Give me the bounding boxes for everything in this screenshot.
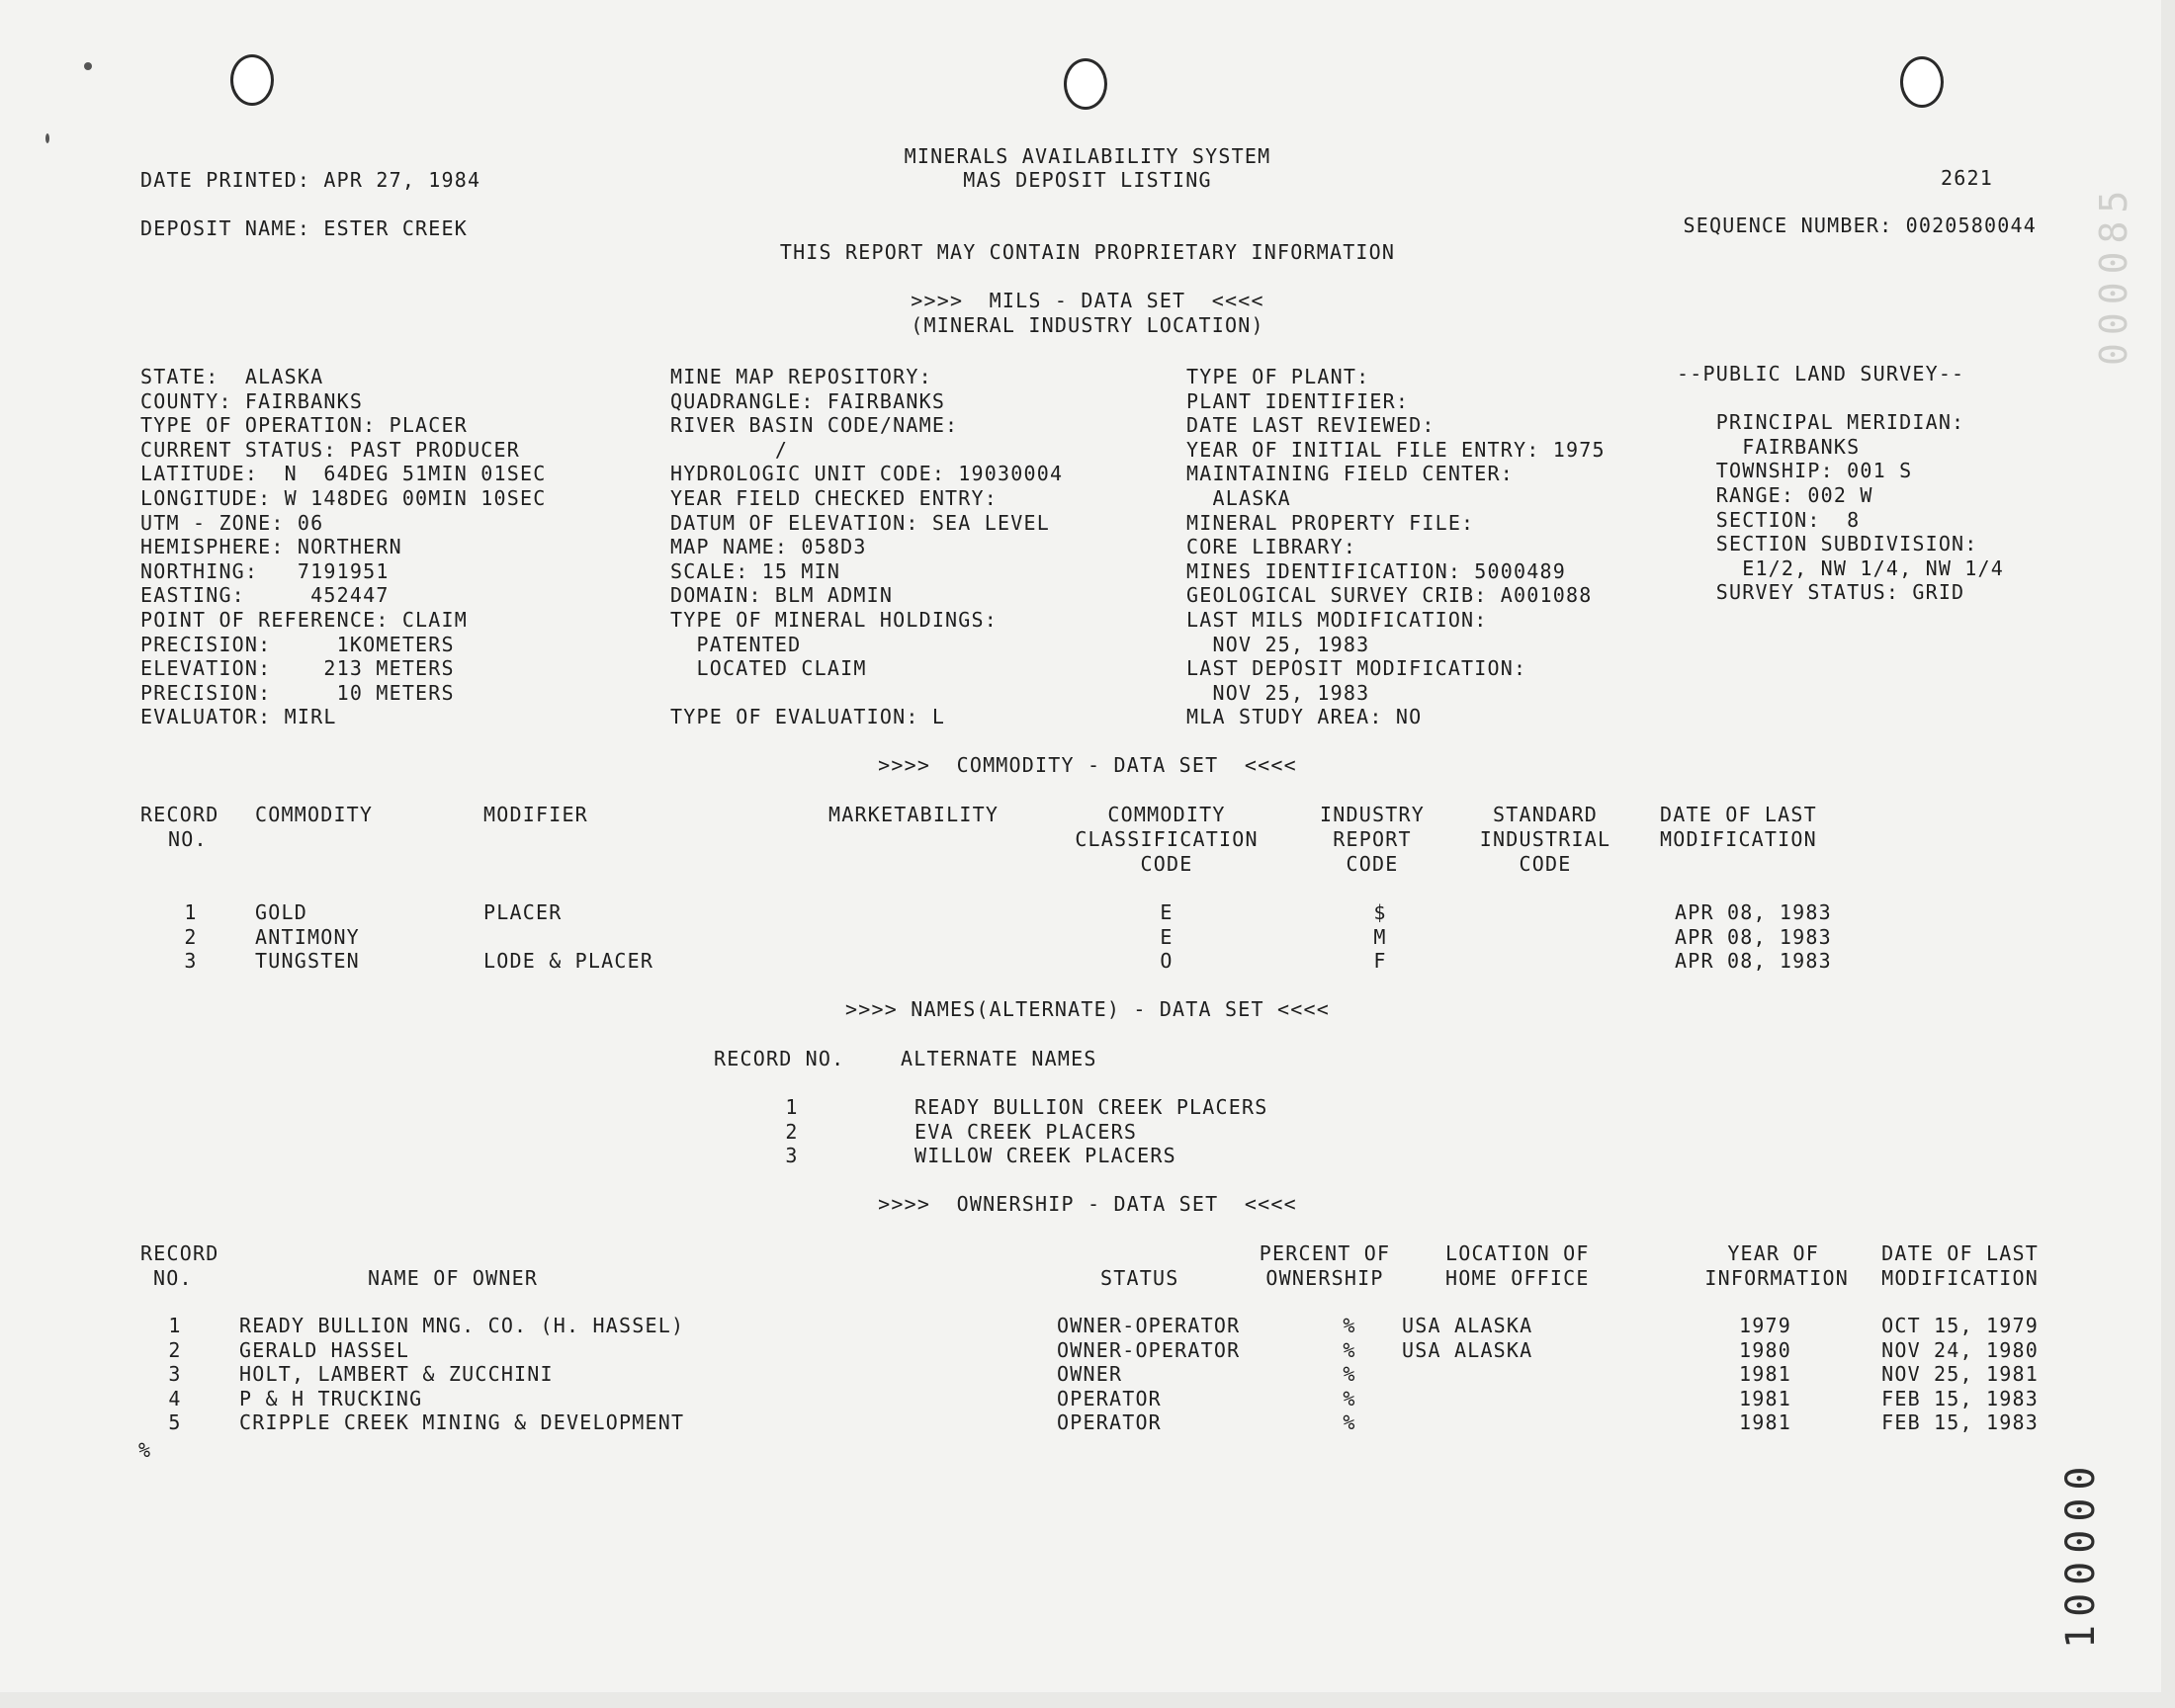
- mils-plant-field: MLA STUDY AREA: NO: [1186, 705, 1423, 728]
- commodity-header-industry: INDUSTRY: [1320, 803, 1425, 826]
- ownership-modification-date: NOV 24, 1980: [1881, 1338, 2039, 1362]
- mils-location-field: ELEVATION: 213 METERS: [140, 656, 455, 680]
- mils-mapping-field: HYDROLOGIC UNIT CODE: 19030004: [670, 462, 1064, 485]
- proprietary-notice: THIS REPORT MAY CONTAIN PROPRIETARY INFORMATION: [779, 240, 1396, 264]
- commodity-header-standard: INDUSTRIAL: [1479, 827, 1611, 851]
- ownership-header-location: HOME OFFICE: [1445, 1266, 1590, 1290]
- mils-plant-field: YEAR OF INITIAL FILE ENTRY: 1975: [1186, 438, 1606, 462]
- mils-land-survey-field: TOWNSHIP: 001 S: [1677, 459, 1913, 482]
- punch-hole-left: [230, 54, 274, 106]
- commodity-record-no: 1: [184, 900, 198, 924]
- commodity-header-standard: STANDARD: [1493, 803, 1598, 826]
- mils-mapping-field: QUADRANGLE: FAIRBANKS: [670, 389, 946, 413]
- ownership-header-owner: NAME OF OWNER: [368, 1266, 539, 1290]
- mils-land-survey-field: RANGE: 002 W: [1677, 483, 1873, 507]
- commodity-header-industry: CODE: [1346, 852, 1399, 876]
- ownership-header-date: MODIFICATION: [1881, 1266, 2039, 1290]
- ownership-header-percent: PERCENT OF: [1259, 1241, 1391, 1265]
- mils-location-field: PRECISION: 1KOMETERS: [140, 633, 455, 656]
- home-office-location: USA ALASKA: [1402, 1314, 1533, 1337]
- mils-location-field: LATITUDE: N 64DEG 51MIN 01SEC: [140, 462, 547, 485]
- ownership-record-no: 4: [168, 1387, 182, 1410]
- owner-status: OPERATOR: [1057, 1410, 1162, 1434]
- commodity-header-standard: CODE: [1519, 852, 1572, 876]
- commodity-header-classification: CLASSIFICATION: [1075, 827, 1259, 851]
- mils-title: >>>> MILS - DATA SET <<<<: [911, 289, 1264, 312]
- mils-mapping-field: RIVER BASIN CODE/NAME:: [670, 413, 959, 437]
- commodity-classification-code: E: [1160, 900, 1174, 924]
- commodity-header-date: DATE OF LAST: [1660, 803, 1817, 826]
- commodity-name: TUNGSTEN: [255, 949, 360, 973]
- footer-mark: %: [138, 1438, 152, 1462]
- mils-location-field: EASTING: 452447: [140, 583, 390, 607]
- mils-plant-field: CORE LIBRARY:: [1186, 535, 1357, 558]
- commodity-modifier: PLACER: [483, 900, 563, 924]
- mils-land-survey-field: E1/2, NW 1/4, NW 1/4: [1677, 556, 2005, 580]
- bates-stamp-faint: 000085: [2092, 182, 2135, 366]
- mils-land-survey-field: SURVEY STATUS: GRID: [1677, 580, 1965, 604]
- bates-stamp: 100000: [2058, 1458, 2104, 1649]
- ownership-header-record: RECORD: [140, 1241, 219, 1265]
- alternate-name: WILLOW CREEK PLACERS: [914, 1144, 1176, 1167]
- commodity-modifier: LODE & PLACER: [483, 949, 654, 973]
- commodity-header-commodity: COMMODITY: [255, 803, 374, 826]
- ownership-header-record-no: NO.: [153, 1266, 193, 1290]
- ownership-percent: %: [1343, 1362, 1356, 1386]
- commodity-modification-date: APR 08, 1983: [1675, 949, 1832, 973]
- ownership-record-no: 1: [168, 1314, 182, 1337]
- paper-speck: [84, 62, 92, 70]
- mils-mapping-field: SCALE: 15 MIN: [670, 559, 841, 583]
- commodity-header-date: MODIFICATION: [1660, 827, 1817, 851]
- mils-location-field: POINT OF REFERENCE: CLAIM: [140, 608, 469, 632]
- mils-plant-field: LAST DEPOSIT MODIFICATION:: [1186, 656, 1527, 680]
- mils-land-survey-field: --PUBLIC LAND SURVEY--: [1677, 362, 1965, 385]
- ownership-header-year: INFORMATION: [1704, 1266, 1849, 1290]
- commodity-industry-code: F: [1373, 949, 1387, 973]
- owner-name: CRIPPLE CREEK MINING & DEVELOPMENT: [239, 1410, 685, 1434]
- commodity-title: >>>> COMMODITY - DATA SET <<<<: [878, 753, 1297, 777]
- information-year: 1981: [1739, 1387, 1791, 1410]
- ownership-record-no: 2: [168, 1338, 182, 1362]
- mils-land-survey-field: SECTION: 8: [1677, 508, 1861, 532]
- alternate-name: READY BULLION CREEK PLACERS: [914, 1095, 1268, 1119]
- ownership-record-no: 5: [168, 1410, 182, 1434]
- commodity-record-no: 3: [184, 949, 198, 973]
- mils-mapping-field: TYPE OF EVALUATION: L: [670, 705, 946, 728]
- commodity-header-classification: COMMODITY: [1107, 803, 1226, 826]
- mils-plant-field: NOV 25, 1983: [1186, 681, 1370, 705]
- commodity-header-industry: REPORT: [1333, 827, 1412, 851]
- mils-plant-field: DATE LAST REVIEWED:: [1186, 413, 1436, 437]
- ownership-percent: %: [1343, 1387, 1356, 1410]
- paper-speck: [45, 133, 49, 143]
- mils-mapping-field: DOMAIN: BLM ADMIN: [670, 583, 894, 607]
- ownership-header-status: STATUS: [1100, 1266, 1179, 1290]
- mils-mapping-field: /: [670, 438, 789, 462]
- ownership-record-no: 3: [168, 1362, 182, 1386]
- mils-location-field: LONGITUDE: W 148DEG 00MIN 10SEC: [140, 486, 547, 510]
- owner-status: OWNER-OPERATOR: [1057, 1314, 1241, 1337]
- mils-plant-field: GEOLOGICAL SURVEY CRIB: A001088: [1186, 583, 1593, 607]
- mils-land-survey-field: FAIRBANKS: [1677, 435, 1861, 459]
- mils-plant-field: PLANT IDENTIFIER:: [1186, 389, 1410, 413]
- names-record-no: 3: [785, 1144, 799, 1167]
- ownership-modification-date: NOV 25, 1981: [1881, 1362, 2039, 1386]
- mils-location-field: EVALUATOR: MIRL: [140, 705, 337, 728]
- ownership-percent: %: [1343, 1314, 1356, 1337]
- commodity-header-record-no: NO.: [168, 827, 208, 851]
- mils-mapping-field: LOCATED CLAIM: [670, 656, 867, 680]
- mils-location-field: NORTHING: 7191951: [140, 559, 390, 583]
- home-office-location: USA ALASKA: [1402, 1338, 1533, 1362]
- punch-hole-right: [1900, 56, 1944, 108]
- sequence-number: SEQUENCE NUMBER: 0020580044: [1683, 214, 2037, 237]
- mils-mapping-field: PATENTED: [670, 633, 802, 656]
- mils-mapping-field: DATUM OF ELEVATION: SEA LEVEL: [670, 511, 1050, 535]
- ownership-modification-date: FEB 15, 1983: [1881, 1410, 2039, 1434]
- ownership-header-location: LOCATION OF: [1445, 1241, 1590, 1265]
- ownership-header-year: YEAR OF: [1727, 1241, 1819, 1265]
- mils-mapping-field: YEAR FIELD CHECKED ENTRY:: [670, 486, 999, 510]
- mils-location-field: CURRENT STATUS: PAST PRODUCER: [140, 438, 520, 462]
- mils-subtitle: (MINERAL INDUSTRY LOCATION): [911, 313, 1264, 337]
- mils-plant-field: MINERAL PROPERTY FILE:: [1186, 511, 1475, 535]
- mils-mapping-field: MINE MAP REPOSITORY:: [670, 365, 932, 388]
- mils-location-field: TYPE OF OPERATION: PLACER: [140, 413, 469, 437]
- owner-status: OPERATOR: [1057, 1387, 1162, 1410]
- owner-name: P & H TRUCKING: [239, 1387, 423, 1410]
- commodity-industry-code: M: [1373, 925, 1387, 949]
- ownership-percent: %: [1343, 1410, 1356, 1434]
- owner-name: READY BULLION MNG. CO. (H. HASSEL): [239, 1314, 685, 1337]
- mils-plant-field: MINES IDENTIFICATION: 5000489: [1186, 559, 1566, 583]
- commodity-modification-date: APR 08, 1983: [1675, 925, 1832, 949]
- ownership-header-percent: OWNERSHIP: [1265, 1266, 1384, 1290]
- mils-land-survey-field: SECTION SUBDIVISION:: [1677, 532, 1978, 555]
- deposit-name: DEPOSIT NAME: ESTER CREEK: [140, 216, 469, 240]
- owner-status: OWNER: [1057, 1362, 1123, 1386]
- information-year: 1979: [1739, 1314, 1791, 1337]
- date-printed: DATE PRINTED: APR 27, 1984: [140, 168, 481, 192]
- mils-location-field: UTM - ZONE: 06: [140, 511, 324, 535]
- mils-plant-field: TYPE OF PLANT:: [1186, 365, 1370, 388]
- commodity-header-marketability: MARKETABILITY: [828, 803, 1000, 826]
- names-record-no: 1: [785, 1095, 799, 1119]
- names-header-alternate: ALTERNATE NAMES: [901, 1047, 1097, 1070]
- mils-plant-field: MAINTAINING FIELD CENTER:: [1186, 462, 1515, 485]
- commodity-header-record: RECORD: [140, 803, 219, 826]
- commodity-record-no: 2: [184, 925, 198, 949]
- names-title: >>>> NAMES(ALTERNATE) - DATA SET <<<<: [845, 997, 1330, 1021]
- commodity-classification-code: O: [1160, 949, 1174, 973]
- ownership-percent: %: [1343, 1338, 1356, 1362]
- owner-status: OWNER-OPERATOR: [1057, 1338, 1241, 1362]
- mils-mapping-field: MAP NAME: 058D3: [670, 535, 867, 558]
- commodity-name: GOLD: [255, 900, 307, 924]
- ownership-modification-date: OCT 15, 1979: [1881, 1314, 2039, 1337]
- mils-plant-field: NOV 25, 1983: [1186, 633, 1370, 656]
- owner-name: GERALD HASSEL: [239, 1338, 410, 1362]
- listing-title: MAS DEPOSIT LISTING: [963, 168, 1212, 192]
- alternate-name: EVA CREEK PLACERS: [914, 1120, 1138, 1144]
- ownership-header-date: DATE OF LAST: [1881, 1241, 2039, 1265]
- ownership-title: >>>> OWNERSHIP - DATA SET <<<<: [878, 1192, 1297, 1216]
- mils-plant-field: LAST MILS MODIFICATION:: [1186, 608, 1488, 632]
- names-record-no: 2: [785, 1120, 799, 1144]
- commodity-modification-date: APR 08, 1983: [1675, 900, 1832, 924]
- punch-hole-center: [1064, 58, 1107, 110]
- owner-name: HOLT, LAMBERT & ZUCCHINI: [239, 1362, 554, 1386]
- mils-mapping-field: TYPE OF MINERAL HOLDINGS:: [670, 608, 999, 632]
- system-title: MINERALS AVAILABILITY SYSTEM: [904, 144, 1271, 168]
- commodity-name: ANTIMONY: [255, 925, 360, 949]
- information-year: 1981: [1739, 1362, 1791, 1386]
- commodity-classification-code: E: [1160, 925, 1174, 949]
- commodity-header-modifier: MODIFIER: [483, 803, 588, 826]
- mils-plant-field: ALASKA: [1186, 486, 1291, 510]
- mils-land-survey-field: PRINCIPAL MERIDIAN:: [1677, 410, 1965, 434]
- names-header-record: RECORD NO.: [714, 1047, 845, 1070]
- page-number: 2621: [1941, 166, 1993, 190]
- commodity-header-classification: CODE: [1140, 852, 1193, 876]
- commodity-industry-code: $: [1373, 900, 1387, 924]
- ownership-modification-date: FEB 15, 1983: [1881, 1387, 2039, 1410]
- mils-location-field: STATE: ALASKA: [140, 365, 324, 388]
- information-year: 1980: [1739, 1338, 1791, 1362]
- mils-location-field: PRECISION: 10 METERS: [140, 681, 455, 705]
- mils-location-field: COUNTY: FAIRBANKS: [140, 389, 364, 413]
- mils-location-field: HEMISPHERE: NORTHERN: [140, 535, 402, 558]
- information-year: 1981: [1739, 1410, 1791, 1434]
